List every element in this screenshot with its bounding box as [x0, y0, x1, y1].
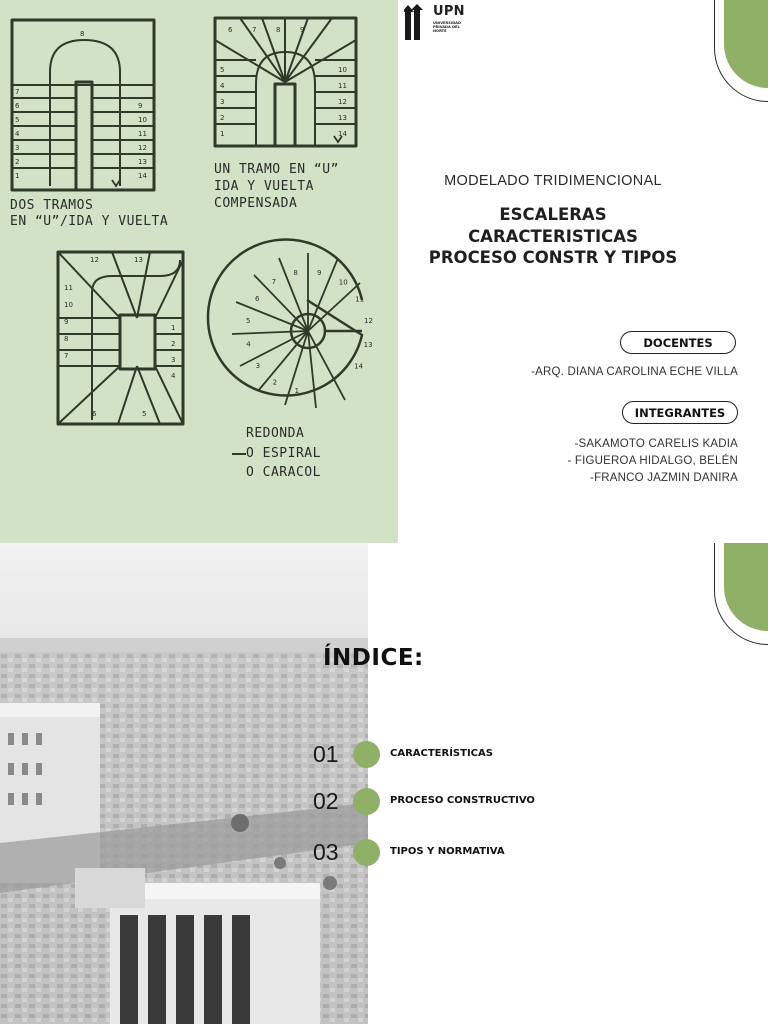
tread-number: 4	[171, 372, 176, 380]
tread-number: 1	[15, 172, 20, 180]
tread-number: 10	[338, 66, 347, 74]
index-item-label: TIPOS Y NORMATIVA	[390, 846, 505, 857]
tread-number: 1	[220, 130, 225, 138]
tread-number: 5	[246, 316, 251, 325]
tread-number: 9	[64, 318, 69, 326]
docentes-badge: DOCENTES	[620, 331, 736, 354]
campus-aerial-photo	[0, 543, 368, 1024]
tread-number: 7	[252, 26, 257, 34]
tread-number: 7	[64, 352, 69, 360]
course-name: MODELADO TRIDIMENCIONAL	[444, 173, 662, 189]
docentes-list	[531, 364, 738, 381]
tread-number: 10	[338, 278, 348, 287]
tread-number: 13	[134, 256, 143, 264]
tread-number: 11	[138, 130, 147, 138]
sketch-label-redonda-2: O ESPIRAL	[246, 446, 321, 461]
integrantes-list	[567, 436, 738, 487]
sketch-label-un-tramo-1: UN TRAMO EN “U”	[214, 162, 339, 177]
tread-number: 2	[15, 158, 20, 166]
tread-number: 5	[15, 116, 20, 124]
tread-number: 6	[92, 410, 97, 418]
tread-number: 10	[64, 301, 73, 309]
tread-number: 12	[90, 256, 99, 264]
tread-number: 14	[338, 130, 347, 138]
tread-number: 2	[171, 340, 176, 348]
tread-number: 8	[293, 269, 298, 278]
integrante-name: -SAKAMOTO CARELIS KADIA	[574, 438, 738, 450]
tread-number: 7	[15, 88, 20, 96]
index-item-number: 03	[313, 839, 339, 865]
index-item-number: 02	[313, 788, 339, 814]
tread-number: 10	[138, 116, 147, 124]
tread-number: 3	[171, 356, 176, 364]
tread-number: 3	[220, 98, 225, 106]
sketch-label-un-tramo-2: IDA Y VUELTA	[214, 179, 314, 194]
docente-name: -ARQ. DIANA CAROLINA ECHE VILLA	[531, 366, 738, 378]
tread-number: 3	[255, 362, 261, 371]
upn-logo-subtitle: UNIVERSIDAD PRIVADA DEL NORTE	[433, 21, 461, 34]
tread-number: 7	[271, 278, 277, 287]
tread-number: 8	[276, 26, 281, 34]
tread-number: 9	[138, 102, 143, 110]
index-item-label: CARACTERÍSTICAS	[390, 748, 493, 759]
integrante-name: - FIGUEROA HIDALGO, BELÉN	[567, 455, 738, 467]
tread-number: 3	[15, 144, 20, 152]
tread-number: 4	[220, 82, 225, 90]
index-title: ÍNDICE:	[323, 645, 424, 671]
index-slide	[0, 543, 768, 1024]
index-item-number: 01	[313, 741, 339, 767]
index-item-label: PROCESO CONSTRUCTIVO	[390, 795, 535, 806]
tread-number: 4	[15, 130, 20, 138]
tread-number: 5	[142, 410, 147, 418]
tread-number: 2	[272, 378, 278, 387]
tread-number: 6	[254, 294, 260, 303]
tread-number: 12	[364, 317, 373, 326]
bullet-dot-icon	[353, 788, 380, 815]
tread-number: 14	[138, 172, 147, 180]
stair-sketches-panel	[0, 0, 398, 543]
tread-number: 6	[228, 26, 233, 34]
city-illustration	[0, 543, 368, 1024]
integrante-name: -FRANCO JAZMIN DANIRA	[590, 472, 738, 484]
tread-number: 9	[317, 269, 322, 278]
sketch-label-dos-tramos-2: EN “U”/IDA Y VUELTA	[10, 214, 169, 229]
tread-number: 6	[15, 102, 20, 110]
tread-number: 1	[171, 324, 176, 332]
tread-number: 13	[363, 340, 373, 349]
sketch-label-un-tramo-3: COMPENSADA	[214, 196, 298, 211]
tread-number: 13	[338, 114, 347, 122]
tread-number: 12	[338, 98, 347, 106]
tread-number: 2	[220, 114, 225, 122]
bullet-dot-icon	[353, 741, 380, 768]
tread-number: 11	[355, 295, 365, 304]
tread-number: 13	[138, 158, 147, 166]
sketch-label-dos-tramos-1: DOS TRAMOS	[10, 198, 94, 213]
sketch-label-redonda-3: O CARACOL	[246, 465, 321, 480]
integrantes-badge: INTEGRANTES	[622, 401, 738, 424]
tread-number: 11	[64, 284, 73, 292]
bullet-dot-icon	[353, 839, 380, 866]
tread-number: 11	[338, 82, 347, 90]
title-line-2: CARACTERISTICAS	[468, 226, 638, 246]
upn-logo-text: UPN	[433, 4, 465, 19]
tread-number: 5	[220, 66, 225, 74]
title-line-1: ESCALERAS	[499, 205, 607, 224]
tread-number: 8	[80, 30, 85, 38]
stair-sketches-drawing	[0, 0, 398, 543]
presentation-title	[398, 204, 708, 269]
tread-number: 4	[246, 340, 251, 349]
tread-number: 8	[64, 335, 69, 343]
tread-number: 1	[294, 387, 300, 396]
tread-number: 9	[300, 26, 305, 34]
tread-number: 12	[138, 144, 147, 152]
tread-number: 14	[354, 362, 364, 371]
title-line-3: PROCESO CONSTR Y TIPOS	[428, 248, 678, 267]
sketch-label-redonda-1: REDONDA	[246, 426, 305, 441]
